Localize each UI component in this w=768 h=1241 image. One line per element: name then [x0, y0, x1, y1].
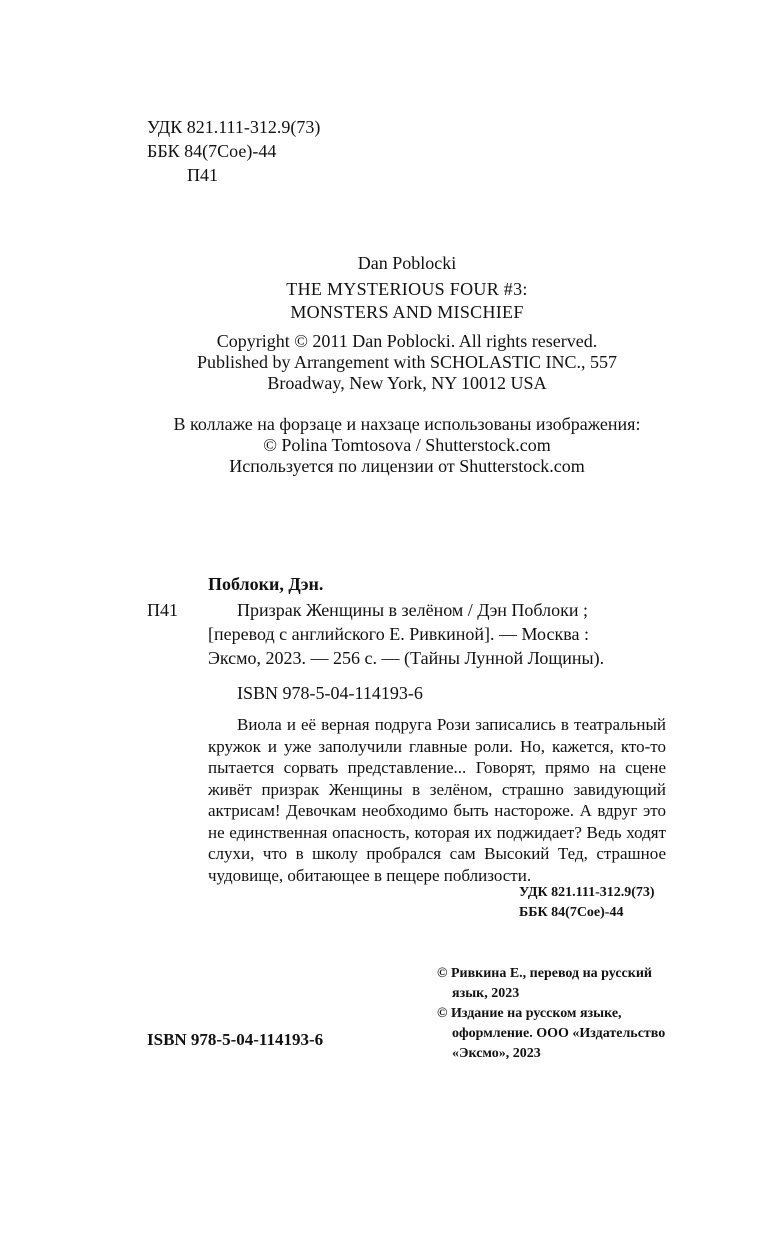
- original-title-line2: MONSTERS AND MISCHIEF: [290, 302, 524, 322]
- catalog-mark: П41: [147, 600, 178, 620]
- catalog-line3: Эксмо, 2023. — 256 с. — (Тайны Лунной Лощины).: [208, 648, 605, 668]
- footer-copyright1-line1: © Ривкина Е., перевод на русский: [437, 966, 652, 981]
- footer-copyright2-line3: «Эксмо», 2023: [452, 1046, 541, 1061]
- original-title-line1: THE MYSTERIOUS FOUR #3:: [286, 279, 528, 299]
- catalog-line2: [перевод с английского Е. Ривкиной]. — Москва :: [208, 624, 589, 644]
- copyright-line1: Copyright © 2011 Dan Poblocki. All rights reserved.: [216, 331, 598, 351]
- annotation-udk: УДК 821.111-312.9(73): [519, 885, 655, 900]
- annotation-text: Виола и её верная подруга Рози записались в театральный кружок и уже заполучили главные роли. Но, кажется, кто-то пытается сорвать представление... Говорят, прямо на сцене живёт призрак Женщины в зелёном, страшно завидующий актрисам! Девочкам необходимо быть настороже. А вдруг это не единственная опасность, которая их поджидает? Ведь ходят слухи, что в школу пробрался сам Высокий Тед, страшное чудовище, обитающее в пещере поблизости.: [208, 715, 666, 885]
- bbk-code: ББК 84(7Сое)-44: [147, 141, 277, 161]
- images-credit-line2: © Polina Tomtosova / Shutterstock.com: [263, 435, 551, 455]
- images-credit-line3: Используется по лицензии от Shutterstock.com: [229, 456, 585, 476]
- images-credit-line1: В коллаже на форзаце и нахзаце использованы изображения:: [173, 414, 641, 434]
- catalog-heading: Поблоки, Дэн.: [208, 574, 324, 594]
- copyright-line2: Published by Arrangement with SCHOLASTIC INC., 557: [197, 352, 617, 372]
- footer-copyright2-line1: © Издание на русском языке,: [437, 1006, 622, 1021]
- footer-copyright2-line2: оформление. ООО «Издательство: [452, 1026, 666, 1041]
- footer-isbn: ISBN 978-5-04-114193-6: [147, 1030, 324, 1049]
- copyright-line3: Broadway, New York, NY 10012 USA: [267, 373, 547, 393]
- annotation-bbk: ББК 84(7Сое)-44: [519, 905, 624, 920]
- catalog-line1: Призрак Женщины в зелёном / Дэн Поблоки ;: [237, 600, 588, 620]
- author-mark: П41: [187, 165, 218, 185]
- footer-copyright1-line2: язык, 2023: [452, 986, 520, 1001]
- original-author: Dan Poblocki: [357, 253, 457, 273]
- udk-code: УДК 821.111-312.9(73): [147, 117, 321, 137]
- catalog-isbn: ISBN 978-5-04-114193-6: [237, 683, 423, 703]
